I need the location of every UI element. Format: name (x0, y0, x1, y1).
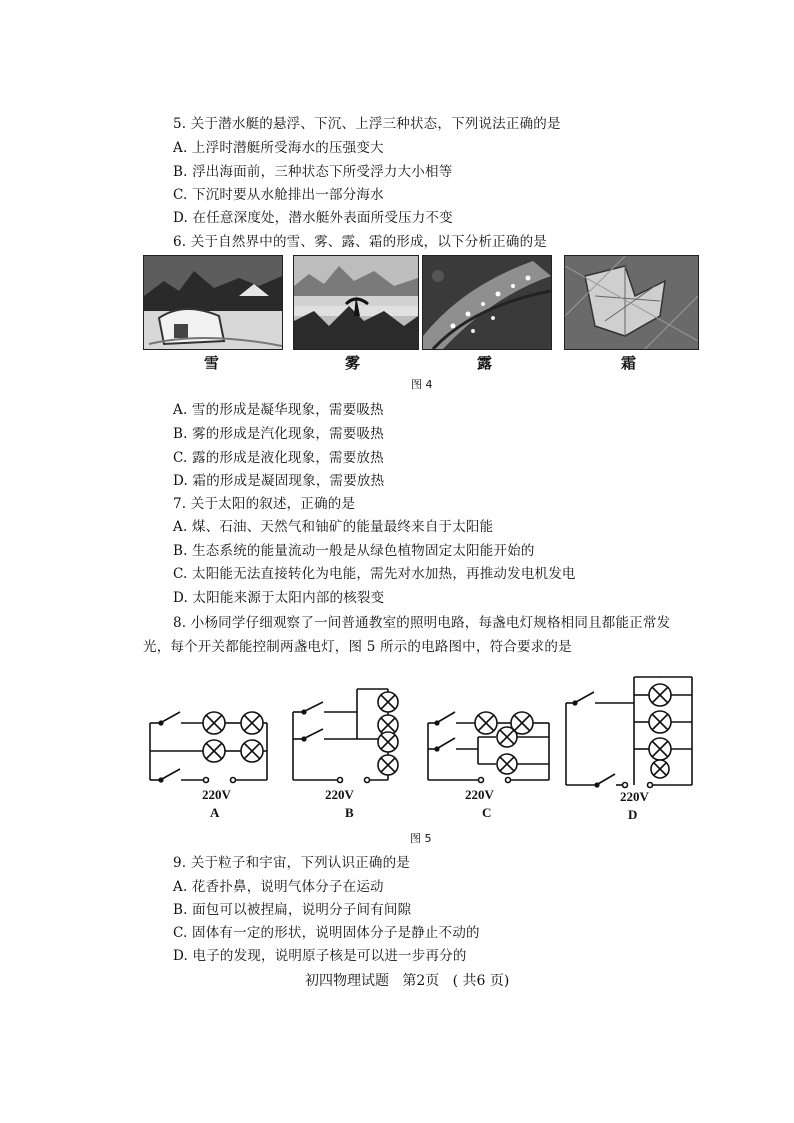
q7-stem: 7. 关于太阳的叙述，正确的是 (173, 496, 356, 512)
circuit-c-label: C (482, 805, 492, 820)
q7-option-c: C. 太阳能无法直接转化为电能，需先对水加热，再推动发电机发电 (173, 566, 576, 582)
q8-stem-line2: 光，每个开关都能控制两盏电灯，图 5 所示的电路图中，符合要求的是 (143, 639, 572, 655)
circuit-d-label: D (628, 807, 638, 822)
circuit-b-voltage: 220V (325, 787, 354, 802)
circuit-diagram-d (560, 665, 705, 794)
figure-5-caption: 图 5 (410, 832, 432, 845)
circuit-diagram-a (145, 700, 275, 794)
q6-option-a: A. 雪的形成是凝华现象，需要吸热 (173, 402, 384, 418)
page-footer: 初四物理试题 第2页 ( 共6 页) (305, 973, 510, 989)
q6-stem: 6. 关于自然界中的雪、雾、露、霜的形成，以下分析正确的是 (173, 234, 547, 250)
q9-option-b: B. 面包可以被捏扁，说明分子间有间隙 (173, 902, 412, 918)
q9-option-d: D. 电子的发现，说明原子核是可以进一步再分的 (173, 948, 467, 964)
dew-photo (422, 255, 552, 350)
q5-option-c: C. 下沉时要从水舱排出一部分海水 (173, 187, 384, 203)
circuit-diagram-b (285, 677, 415, 796)
fog-photo (293, 255, 419, 350)
frost-photo (564, 255, 699, 350)
q9-option-a: A. 花香扑鼻，说明气体分子在运动 (173, 879, 384, 895)
circuit-c-voltage: 220V (465, 787, 494, 802)
q6-option-b: B. 雾的形成是汽化现象，需要吸热 (173, 426, 384, 442)
q7-option-a: A. 煤、石油、天然气和铀矿的能量最终来自于太阳能 (173, 519, 494, 535)
q5-stem: 5. 关于潜水艇的悬浮、下沉、上浮三种状态，下列说法正确的是 (173, 116, 561, 132)
photo-label-dew: 露 (477, 354, 494, 372)
q8-stem-line1: 8. 小杨同学仔细观察了一间普通教室的照明电路，每盏电灯规格相同且都能正常发 (173, 615, 671, 631)
photo-label-frost: 霜 (621, 354, 638, 372)
q9-option-c: C. 固体有一定的形状，说明固体分子是静止不动的 (173, 925, 480, 941)
q9-stem: 9. 关于粒子和宇宙，下列认识正确的是 (173, 855, 410, 871)
circuit-diagram-c (422, 700, 557, 794)
q5-option-d: D. 在任意深度处，潜水艇外表面所受压力不变 (173, 210, 453, 226)
q7-option-b: B. 生态系统的能量流动一般是从绿色植物固定太阳能开始的 (173, 543, 535, 559)
photo-label-fog: 雾 (345, 354, 362, 372)
figure-4-caption: 图 4 (411, 378, 433, 391)
q7-option-d: D. 太阳能来源于太阳内部的核裂变 (173, 590, 385, 606)
q6-option-d: D. 霜的形成是凝固现象，需要放热 (173, 473, 385, 489)
q5-option-b: B. 浮出海面前，三种状态下所受浮力大小相等 (173, 164, 453, 180)
circuit-a-voltage: 220V (202, 787, 231, 802)
circuit-a-label: A (210, 805, 220, 820)
photo-label-snow: 雪 (204, 354, 221, 372)
q6-option-c: C. 露的形成是液化现象，需要放热 (173, 450, 384, 466)
circuit-d-voltage: 220V (620, 789, 649, 804)
circuit-b-label: B (345, 805, 354, 820)
q5-option-a: A. 上浮时潜艇所受海水的压强变大 (173, 140, 384, 156)
snow-photo (143, 255, 283, 350)
